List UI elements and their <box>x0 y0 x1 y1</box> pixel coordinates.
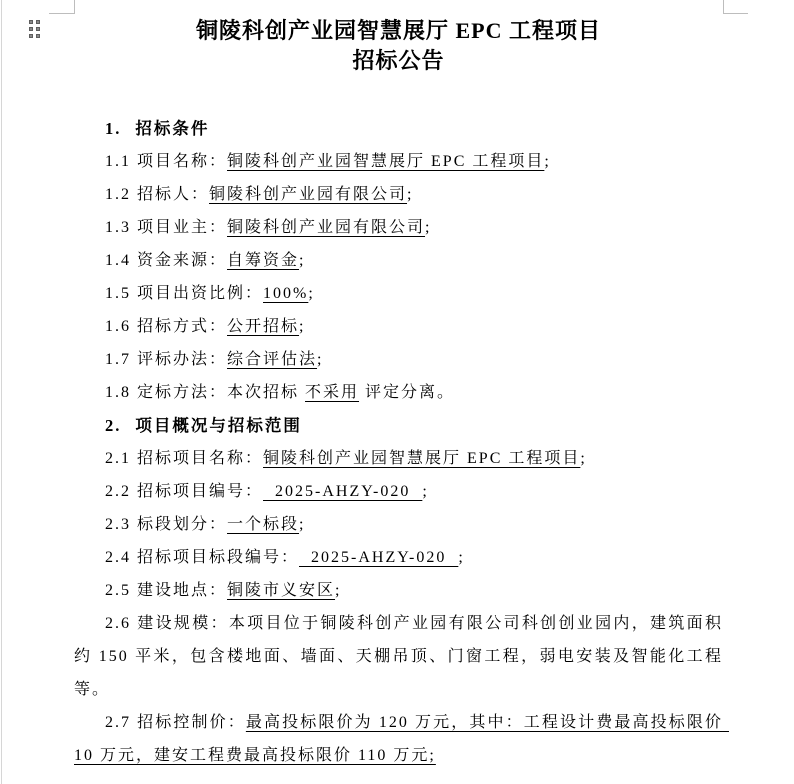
page-corner-mark-top-left <box>49 0 75 14</box>
field-suffix: 评定分离。 <box>359 384 456 401</box>
field-project-name <box>74 145 723 178</box>
field-section-number <box>74 541 723 574</box>
section-heading-tender-conditions <box>74 112 723 145</box>
document-title-line1: 铜陵科创产业园智慧展厅 EPC 工程项目 <box>195 18 601 43</box>
field-label: 1.2 招标人： <box>105 186 210 203</box>
field-suffix: ; <box>407 186 414 203</box>
field-label: 2.7 招标控制价： <box>105 714 246 731</box>
field-suffix: ; <box>425 219 432 236</box>
field-value-underlined: 2025-AHZY-020 <box>299 549 459 566</box>
document-title <box>74 16 723 76</box>
field-suffix: ; <box>317 351 324 368</box>
field-value-underlined: 100% <box>263 285 309 302</box>
field-value-underlined: 铜陵科创产业园有限公司 <box>227 219 426 236</box>
document-title-line2: 招标公告 <box>352 48 445 73</box>
page-corner-mark-top-right <box>723 0 748 14</box>
field-award-method <box>74 376 723 409</box>
drag-handle-icon[interactable] <box>29 20 40 38</box>
field-label: 1.6 招标方式： <box>105 318 228 335</box>
field-fund-source <box>74 244 723 277</box>
document-page <box>74 16 729 772</box>
document-content <box>74 112 729 772</box>
field-value-underlined: 2025-AHZY-020 <box>263 483 423 500</box>
section-number: 1. <box>105 119 122 138</box>
field-label: 2.6 建设规模： <box>105 615 229 632</box>
field-value-underlined: 铜陵科创产业园智慧展厅 EPC 工程项目 <box>227 153 545 170</box>
field-value-underlined: 铜陵科创产业园智慧展厅 EPC 工程项目 <box>263 450 581 467</box>
field-suffix: ; <box>308 285 315 302</box>
field-value-underlined: 一个标段 <box>227 516 300 533</box>
field-value-underlined: 综合评估法 <box>227 351 318 368</box>
field-label: 2.5 建设地点： <box>105 582 228 599</box>
field-construction-scale <box>74 607 723 706</box>
field-label: 2.4 招标项目标段编号： <box>105 549 300 566</box>
field-value-underlined: 铜陵市义安区 <box>227 582 336 599</box>
field-project-owner <box>74 211 723 244</box>
field-label: 1.4 资金来源： <box>105 252 228 269</box>
field-label: 2.1 招标项目名称： <box>105 450 264 467</box>
field-suffix: ; <box>422 483 429 500</box>
field-suffix: ; <box>299 252 306 269</box>
field-suffix: ; <box>580 450 587 467</box>
field-label: 1.3 项目业主： <box>105 219 228 236</box>
field-funding-ratio <box>74 277 723 310</box>
field-tender-project-number <box>74 475 723 508</box>
field-label: 1.1 项目名称： <box>105 153 228 170</box>
field-suffix: ; <box>299 318 306 335</box>
section-heading-text: 项目概况与招标范围 <box>135 416 302 435</box>
field-suffix: ; <box>544 153 551 170</box>
field-evaluation-method <box>74 343 723 376</box>
field-label: 1.7 评标办法： <box>105 351 228 368</box>
page-left-edge <box>1 0 2 784</box>
field-value-underlined: 自筹资金 <box>227 252 300 269</box>
field-section-division <box>74 508 723 541</box>
field-suffix: 本项目位于铜陵科创产业园有限公司科创创业园内，建筑面积约 150 平米，包含楼地面、墙面、天棚吊顶、门窗工程，弱电安装及智能化工程等。 <box>74 615 723 698</box>
field-value-underlined: 不采用 <box>305 384 360 401</box>
field-tender-control-price <box>74 706 729 772</box>
field-label: 1.8 定标方法：本次招标 <box>105 384 306 401</box>
field-value-underlined: 铜陵科创产业园有限公司 <box>209 186 408 203</box>
field-label: 2.3 标段划分： <box>105 516 228 533</box>
field-tender-project-name <box>74 442 723 475</box>
field-value-underlined: 公开招标 <box>227 318 300 335</box>
field-tender-method <box>74 310 723 343</box>
field-value-underlined: 最高投标限价为 120 万元，其中：工程设计费最高投标限价 10 万元，建安工程费最高投标限价 110 万元; <box>74 714 729 764</box>
field-suffix: ; <box>299 516 306 533</box>
field-construction-site <box>74 574 723 607</box>
field-label: 1.5 项目出资比例： <box>105 285 264 302</box>
section-number: 2. <box>105 416 122 435</box>
field-suffix: ; <box>458 549 465 566</box>
field-tenderer <box>74 178 723 211</box>
field-label: 2.2 招标项目编号： <box>105 483 264 500</box>
section-heading-text: 招标条件 <box>135 119 210 138</box>
field-suffix: ; <box>335 582 342 599</box>
section-heading-project-overview <box>74 409 723 442</box>
